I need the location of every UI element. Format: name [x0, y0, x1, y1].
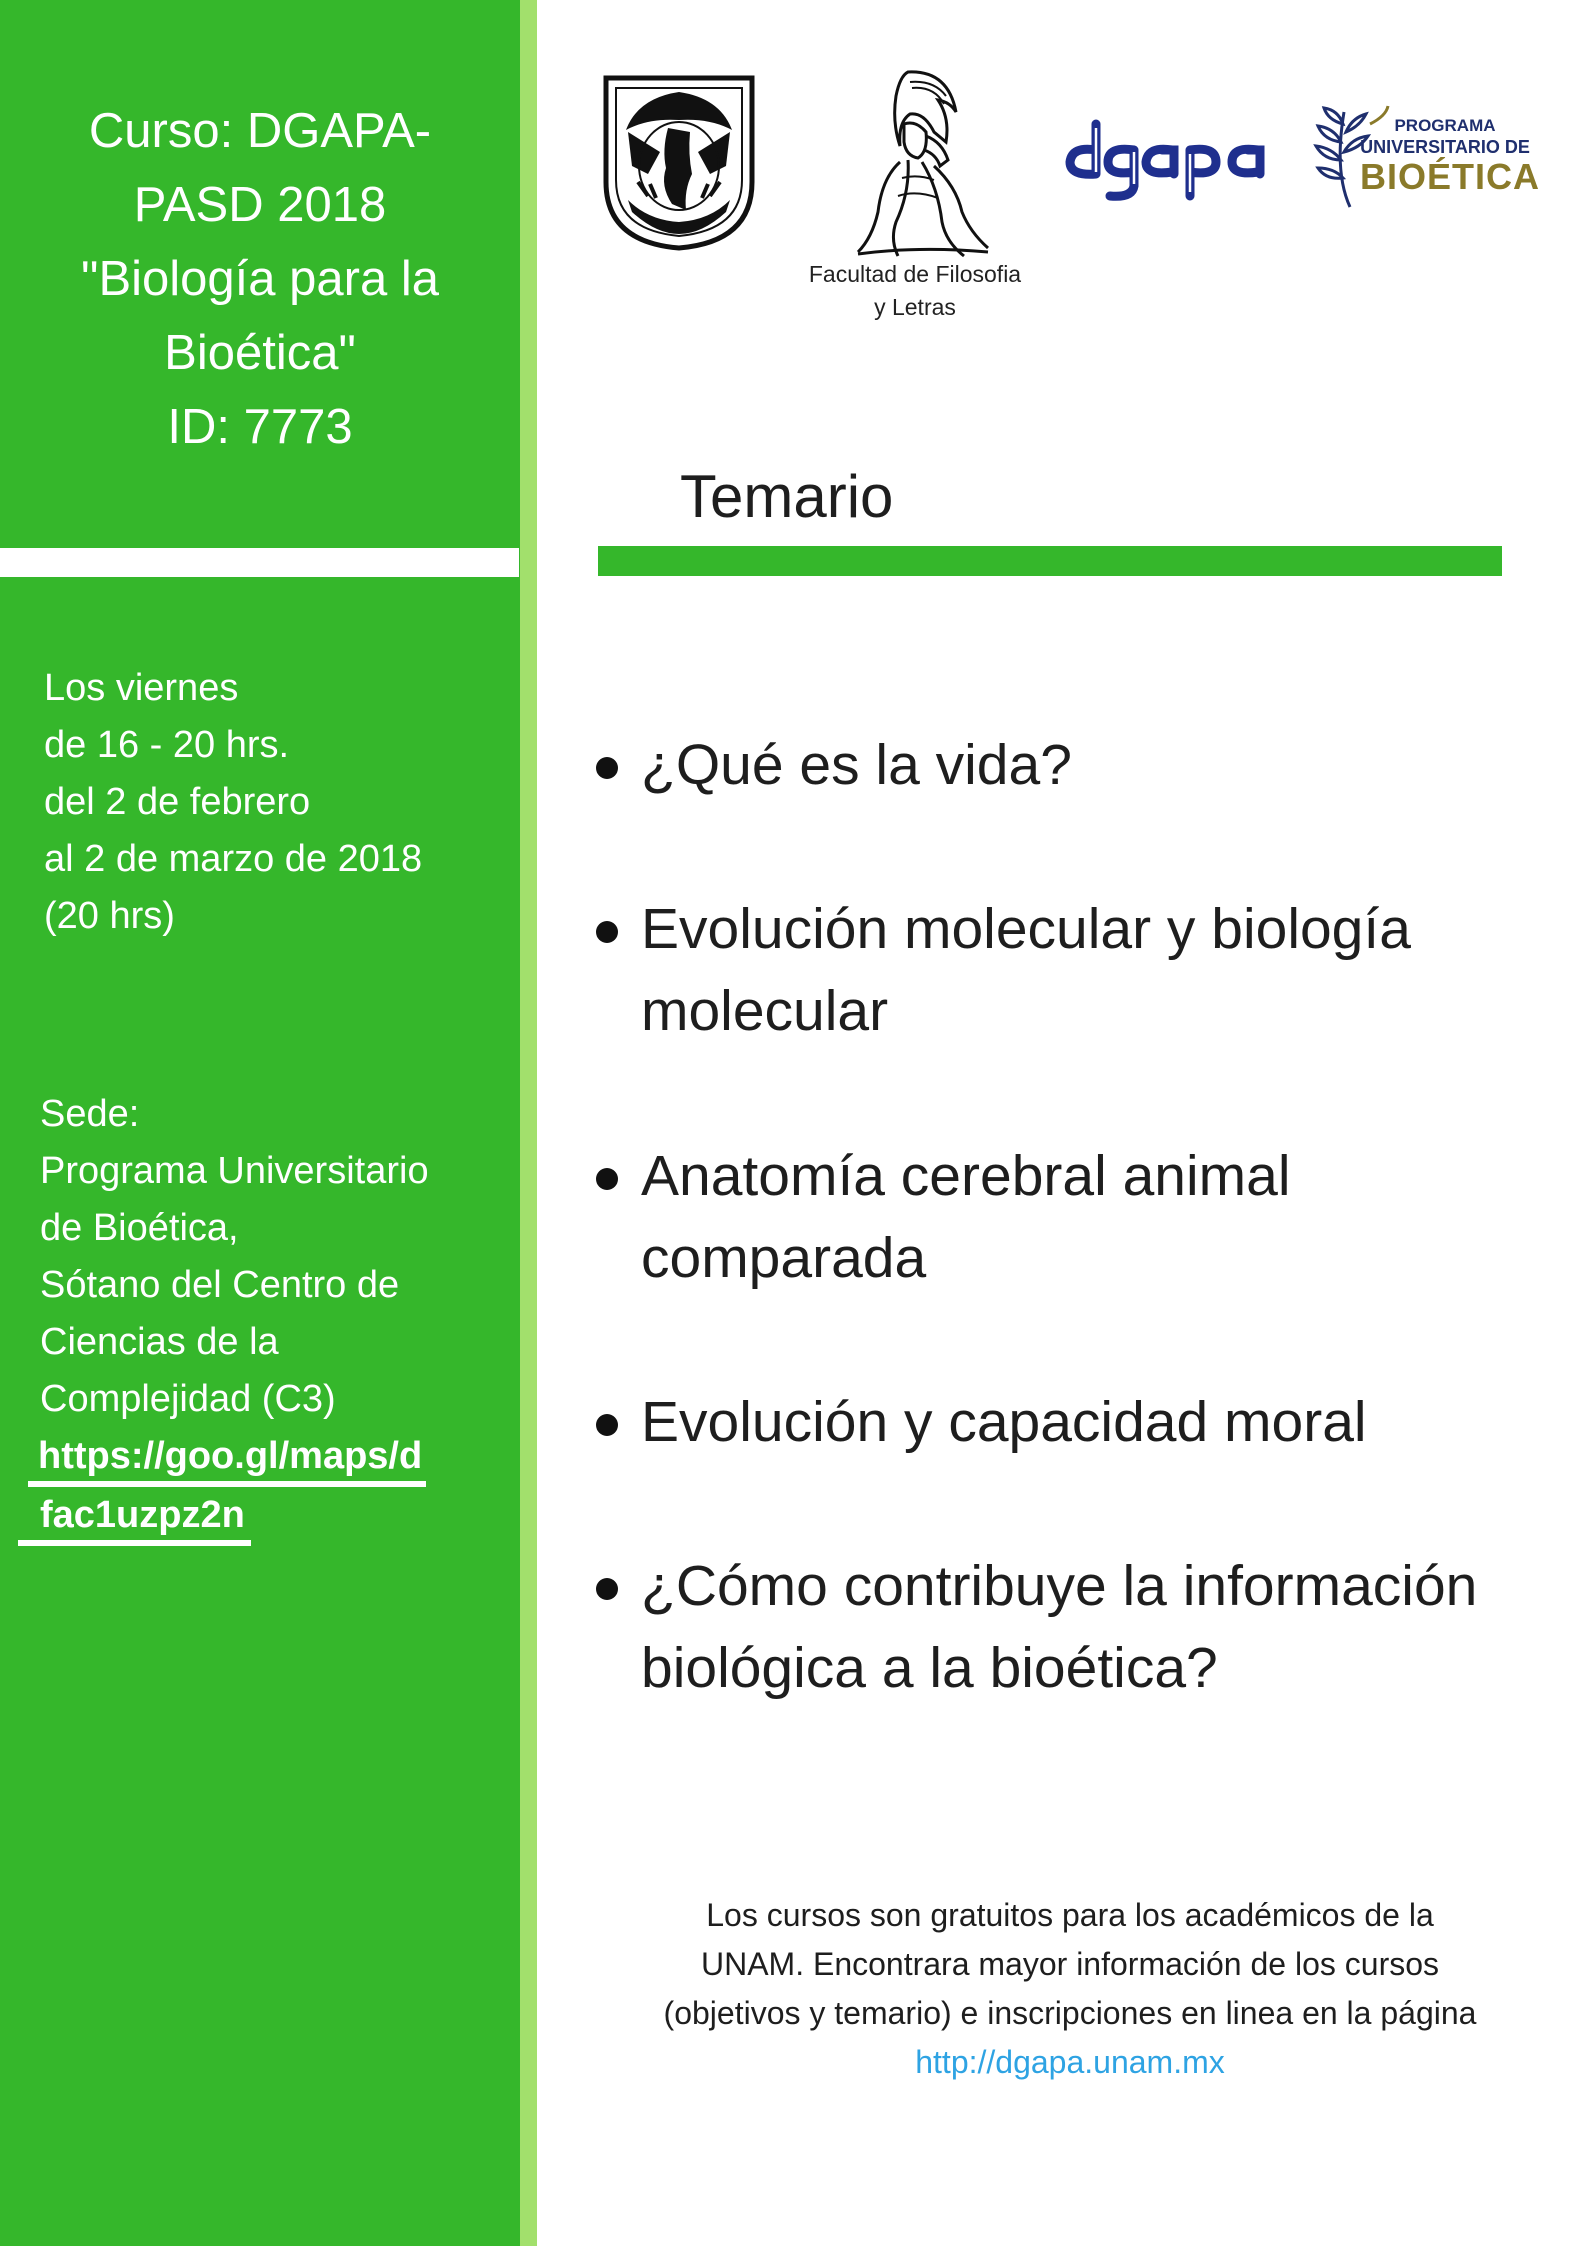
schedule-line: Los viernes: [44, 667, 239, 709]
map-link[interactable]: https://goo.gl/maps/d: [28, 1431, 426, 1487]
topic-line: ¿Qué es la vida?: [641, 733, 1072, 797]
venue-line: de Bioética,: [40, 1207, 239, 1249]
athena-logo-icon: [838, 62, 1000, 262]
topic-line: Anatomía cerebral animal: [641, 1144, 1291, 1208]
ffyl-caption-line: y Letras: [874, 294, 956, 320]
schedule-line: (20 hrs): [44, 895, 175, 937]
bullet-icon: [596, 1168, 618, 1190]
bioetica-line: UNIVERSITARIO DE: [1360, 137, 1530, 157]
topic-list: [595, 724, 1555, 1709]
unam-seal-icon: [598, 70, 760, 252]
course-title: [30, 94, 490, 464]
bullet-icon: [596, 1414, 618, 1436]
topic-line: molecular: [641, 979, 889, 1043]
dgapa-logo-icon: [1062, 116, 1268, 204]
topic-line: biológica a la bioética?: [641, 1636, 1218, 1700]
course-title-line: "Biología para la: [81, 252, 439, 306]
course-title-line: Curso: DGAPA-: [88, 104, 432, 158]
footer-line: (objetivos y temario) e inscripciones en linea en la página: [663, 1995, 1477, 2031]
topic-line: Evolución y capacidad moral: [641, 1390, 1367, 1454]
topic-item: [595, 1135, 1555, 1299]
topic-item: [595, 724, 1555, 806]
dgapa-website-link[interactable]: http://dgapa.unam.mx: [915, 2044, 1225, 2080]
map-link-continued[interactable]: fac1uzpz2n: [18, 1490, 251, 1546]
venue-line: Ciencias de la: [40, 1321, 279, 1363]
bioetica-line: BIOÉTICA: [1360, 156, 1541, 197]
venue-line: Sótano del Centro de: [40, 1264, 400, 1306]
topic-item: [595, 888, 1555, 1052]
schedule-line: al 2 de marzo de 2018: [44, 838, 423, 880]
topic-line: Evolución molecular y biología: [641, 897, 1411, 961]
footer-line: UNAM. Encontrara mayor información de los cursos: [700, 1946, 1440, 1982]
topic-line: comparada: [641, 1226, 927, 1290]
sidebar-divider: [0, 548, 519, 577]
course-title-line: Bioética": [164, 326, 356, 380]
temario-underline: [598, 546, 1502, 576]
bullet-icon: [596, 1578, 618, 1600]
ffyl-caption-line: Facultad de Filosofia: [808, 261, 1022, 287]
venue-line: Sede:: [40, 1093, 140, 1135]
bioetica-text: [1360, 116, 1541, 197]
temario-title: Temario: [680, 463, 894, 530]
topic-item: [595, 1381, 1555, 1463]
topic-item: [595, 1545, 1555, 1709]
venue-line: Complejidad (C3): [40, 1378, 336, 1420]
schedule-line: de 16 - 20 hrs.: [44, 724, 290, 766]
sidebar-edge: [520, 0, 537, 2246]
bioetica-line: PROGRAMA: [1394, 116, 1496, 135]
footer-note: [610, 1891, 1530, 2087]
bullet-icon: [596, 921, 618, 943]
venue-line: Programa Universitario: [40, 1150, 429, 1192]
topic-line: ¿Cómo contribuye la información: [641, 1554, 1478, 1618]
bullet-icon: [596, 757, 618, 779]
course-title-line: PASD 2018: [133, 178, 387, 232]
venue: [40, 1086, 515, 1546]
ffyl-caption: [780, 258, 1050, 324]
schedule-line: del 2 de febrero: [44, 781, 311, 823]
course-id: ID: 7773: [167, 400, 353, 454]
footer-line: Los cursos son gratuitos para los académicos de la: [706, 1897, 1434, 1933]
schedule: [44, 660, 514, 945]
